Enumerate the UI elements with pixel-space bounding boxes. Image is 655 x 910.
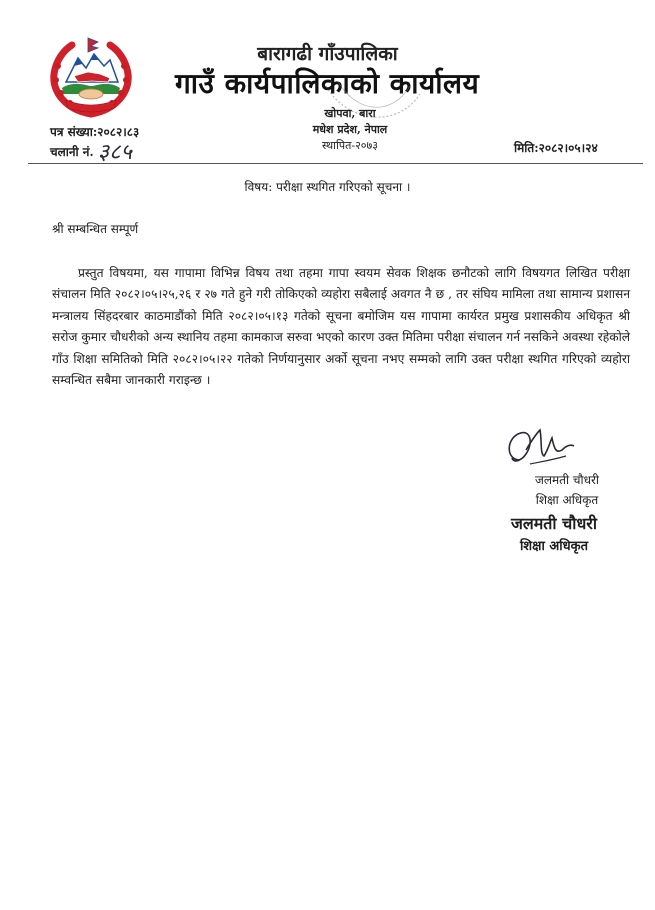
reference-block	[50, 122, 139, 163]
signatory-name-stamp: जलमती चौधरी	[511, 514, 597, 533]
office-address	[300, 106, 400, 154]
signatory-title-small: शिक्षा अधिकृत	[535, 493, 599, 507]
signatory-handwritten	[522, 470, 612, 510]
office-title: गाउँ कार्यपालिकाको कार्यालय	[175, 67, 480, 100]
signatory-title-stamp: शिक्षा अधिकृत	[519, 539, 589, 554]
letter-date: मिति:२०८२।०५।२४	[514, 141, 598, 155]
dispatch-number-label: चलानी नं.	[50, 145, 94, 159]
address-line-1: खोपवा, बारा	[324, 107, 376, 120]
subject-line: विषय: परीक्षा स्थगित गरिएको सूचना ।	[244, 180, 411, 194]
header-divider	[28, 163, 643, 164]
dispatch-number	[50, 142, 139, 163]
addressee: श्री सम्बन्धित सम्पूर्ण	[52, 222, 139, 236]
letter-number: पत्र संख्या:२०८२।८३	[50, 125, 140, 139]
address-line-2: मधेश प्रदेश, नेपाल	[312, 123, 388, 136]
established-year: स्थापित-२०७३	[322, 139, 378, 152]
dispatch-number-value: ३८५	[97, 140, 132, 165]
municipality-name: बारागढी गाँउपालिका	[257, 43, 398, 65]
signatory-name-small: जलमती चौधरी	[534, 473, 600, 487]
letter-body: प्रस्तुत विषयमा, यस गापामा विभिन्न विषय तथा तहमा गापा स्वयम सेवक शिक्षक छनौटको लागि विषयगत लिखित परीक्षा संचालन मिति २०८२।०५।२५,२६ र २७ गते हुने गरी तोकिएको व्यहोरा सबैलाई अवगत नै छ , तर संघिय मामिला तथा सामान्य प्रशासन मन्त्रालय सिंहदरबार काठमाडौंको मिति २०८२।०५।१३ गतेको सूचना बमोजिम यस गापामा कार्यरत प्रमुख प्रशासकीय अधिकृत श्री सरोज कुमार चौधरीको अन्य स्थानिय तहमा कामकाज सरुवा भएको कारण उक्त मितिमा परीक्षा संचालन गर्न नसकिने अवस्था रहेकोले गाँउ शिक्षा समितिको मिति २०८२।०५।२२ गतेको निर्णयानुसार अर्को सूचना नभए सम्मको लागि उक्त परीक्षा स्थगित गरिएको व्यहोरा सम्वन्धित सबैमा जानकारी गराइन्छ ।	[52, 266, 630, 388]
